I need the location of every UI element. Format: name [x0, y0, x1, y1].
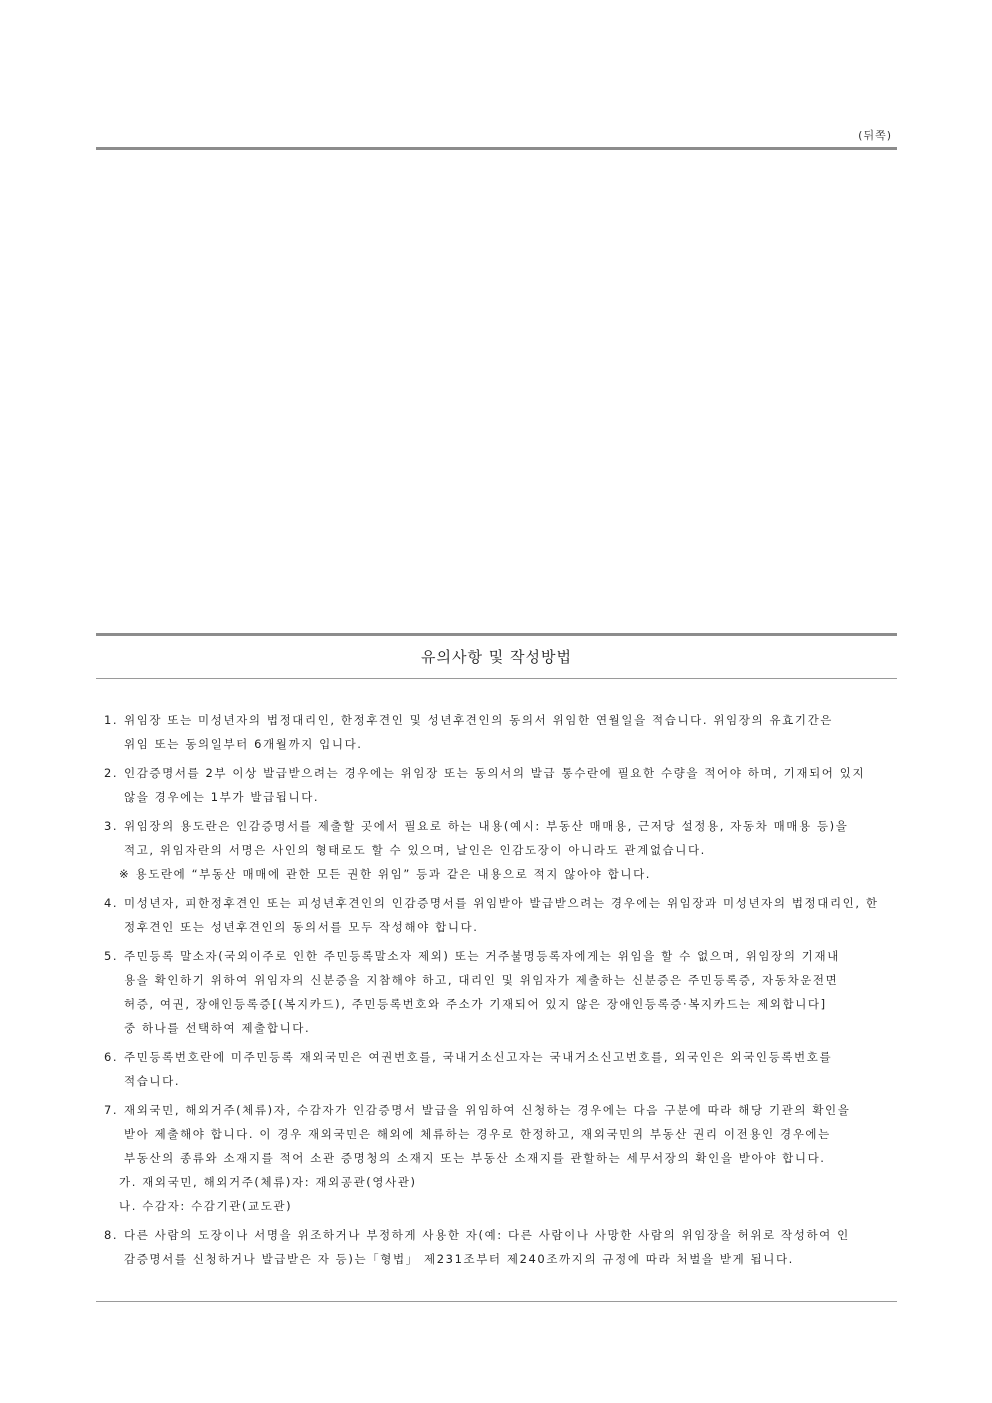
- note-item-8: 8. 다른 사람의 도장이나 서명을 위조하거나 부정하게 사용한 자(예: 다른 사람이나 사망한 사람의 위임장을 허위로 작성하여 인 감증명서를 신청하거나 발급받은 자 등)는「형법」 제231조부터 제240조까지의 규정에 따라 처벌을 받게 됩니다.: [104, 1228, 850, 1266]
- page-side-label: (뒤쪽): [858, 129, 892, 142]
- notes-top-divider: [96, 633, 897, 636]
- note-item-6: 6. 주민등록번호란에 미주민등록 재외국민은 여권번호를, 국내거소신고자는 국내거소신고번호를, 외국인은 외국인등록번호를 적습니다.: [104, 1050, 833, 1088]
- note-remark: ※ 용도란에 “부동산 매매에 관한 모든 권한 위임” 등과 같은 내용으로 적지 않아야 합니다.: [119, 867, 652, 881]
- note-item-5: 5. 주민등록 말소자(국외이주로 인한 주민등록말소자 제외) 또는 거주불명등록자에게는 위임을 할 수 없으며, 위임장의 기재내 용을 확인하기 위하여 위임자의 신분증을 지참해야 하고, 대리인 및 위임자가 제출하는 신분증은 주민등록증, 자동차운전면 허증, 여권, 장애인등록증[(복지카드), 주민등록번호와 주소가 기재되어 있지 않은 장애인등록증·복지카드는 제외합니다] 중 하나를 선택하여 제출합니다.: [104, 949, 840, 1035]
- bottom-divider: [96, 1301, 897, 1302]
- notes-list: [104, 708, 886, 1276]
- note-item-1: 1. 위임장 또는 미성년자의 법정대리인, 한정후견인 및 성년후견인의 동의서 위임한 연월일을 적습니다. 위임장의 유효기간은 위임 또는 동의일부터 6개월까지 입니다.: [104, 713, 834, 751]
- note-subitem-b: 나. 수감자: 수감기관(교도관): [119, 1199, 293, 1213]
- notes-title-divider: [96, 678, 897, 679]
- note-subitem-a: 가. 재외국민, 해외거주(체류)자: 재외공관(영사관): [119, 1175, 417, 1189]
- note-item-7: 7. 재외국민, 해외거주(체류)자, 수감자가 인감증명서 발급을 위임하여 신청하는 경우에는 다음 구분에 따라 해당 기관의 확인을 받아 제출해야 합니다. 이 경우 재외국민은 해외에 체류하는 경우로 한정하고, 재외국민의 부동산 권리 이전용인 경우에는 부동산의 종류와 소재지를 적어 소관 증명청의 소재지 또는 부동산 소재지를 관할하는 세무서장의 확인을 받아야 합니다. 가. 재외국민, 해외거주(체류)자: 재외공관(영사관) 나. 수감자: 수감기관(교도관): [104, 1098, 886, 1218]
- note-item-2: 2. 인감증명서를 2부 이상 발급받으려는 경우에는 위임장 또는 동의서의 발급 통수란에 필요한 수량을 적어야 하며, 기재되어 있지 않을 경우에는 1부가 발급됩니다.: [104, 766, 866, 804]
- note-item-4: 4. 미성년자, 피한정후견인 또는 피성년후견인의 인감증명서를 위임받아 발급받으려는 경우에는 위임장과 미성년자의 법정대리인, 한 정후견인 또는 성년후견인의 동의서를 모두 작성해야 합니다.: [104, 896, 879, 934]
- note-item-3: 3. 위임장의 용도란은 인감증명서를 제출할 곳에서 필요로 하는 내용(예시: 부동산 매매용, 근저당 설정용, 자동차 매매용 등)을 적고, 위임자란의 서명은 사인의 형태로도 할 수 있으며, 날인은 인감도장이 아니라도 관계없습니다. ※ 용도란에 “부동산 매매에 관한 모든 권한 위임” 등과 같은 내용으로 적지 않아야 합니다.: [104, 814, 886, 886]
- notes-title: 유의사항 및 작성방법: [421, 648, 572, 666]
- top-divider: [96, 147, 897, 150]
